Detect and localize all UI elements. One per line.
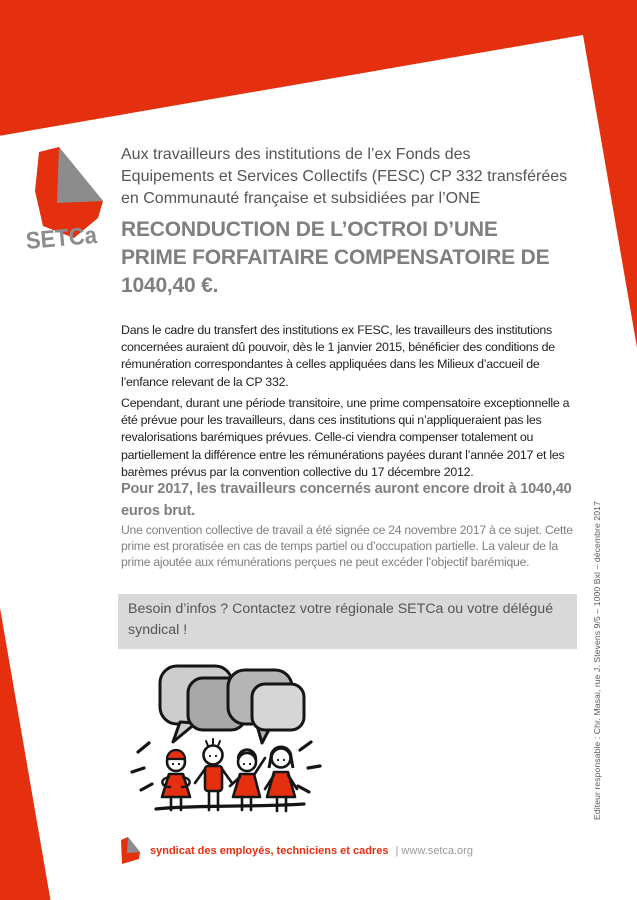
footer-logo-fold [127,837,140,853]
main-title [121,216,579,300]
body-paragraph-2: Cependant, durant une période transitoire, une prime compensatoire exceptionnelle a été prévue pour les travailleurs, dans ces institutions qui n’appliqueraient pas les revalorisations barémiques prévues. Celle-ci viendra compenser totalement ou partiellement la différence entre les rémunérations payées durant l’année 2017 et les barèmes prévus par la convention collective du 17 décembre 2012. [121,396,570,479]
note-paragraph: Une convention collective de travail a été signée ce 24 novembre 2017 à ce sujet. Cette prime est proratisée en cas de temps partiel ou d’occupation partielle. La valeur de la prime ajoutée aux rémunérations perçues ne peut excéder l’objectif barémique. [121,523,573,570]
main-title-line: PRIME FORFAITAIRE COMPENSATOIRE DE [121,246,550,269]
audience-header-line: en Communauté française et subsidiées par l’ONE [121,190,481,207]
main-title-line: RECONDUCTION DE L’OCTROI D’UNE [121,218,498,241]
footer [119,836,473,866]
audience-header [121,144,579,210]
children-illustration [128,656,328,824]
setca-logo-fold [57,147,103,203]
editor-credit-vertical: Editeur responsable : Chr. Masai, rue J. Stevens 9/5 – 1000 Bxl – décembre 2017 [592,501,602,820]
audience-header-line: Aux travailleurs des institutions de l’ex Fonds des [121,146,471,163]
body-paragraph-1: Dans le cadre du transfert des institutions ex FESC, les travailleurs des institutions concernées auraient dû pouvoir, dès le 1 janvier 2015, bénéficier des conditions de rémunération correspondantes à celles appliquées dans les Milieux d’accueil de l’enfance relevant de la CP 332. [121,323,555,389]
footer-tagline: syndicat des employés, techniciens et cadres [150,845,389,857]
footer-logo [119,837,141,865]
main-title-line: 1040,40 €. [121,274,219,297]
highlight-paragraph: Pour 2017, les travailleurs concernés auront encore droit à 1040,40 euros brut. [121,481,572,519]
info-callout: Besoin d’infos ? Contactez votre régionale SETCa ou votre délégué syndical ! [118,594,577,649]
footer-website: | www.setca.org [395,845,473,857]
setca-wordmark: SETCa [24,221,99,255]
audience-header-line: Equipements et Services Collectifs (FESC) CP 332 transférées [121,168,568,185]
